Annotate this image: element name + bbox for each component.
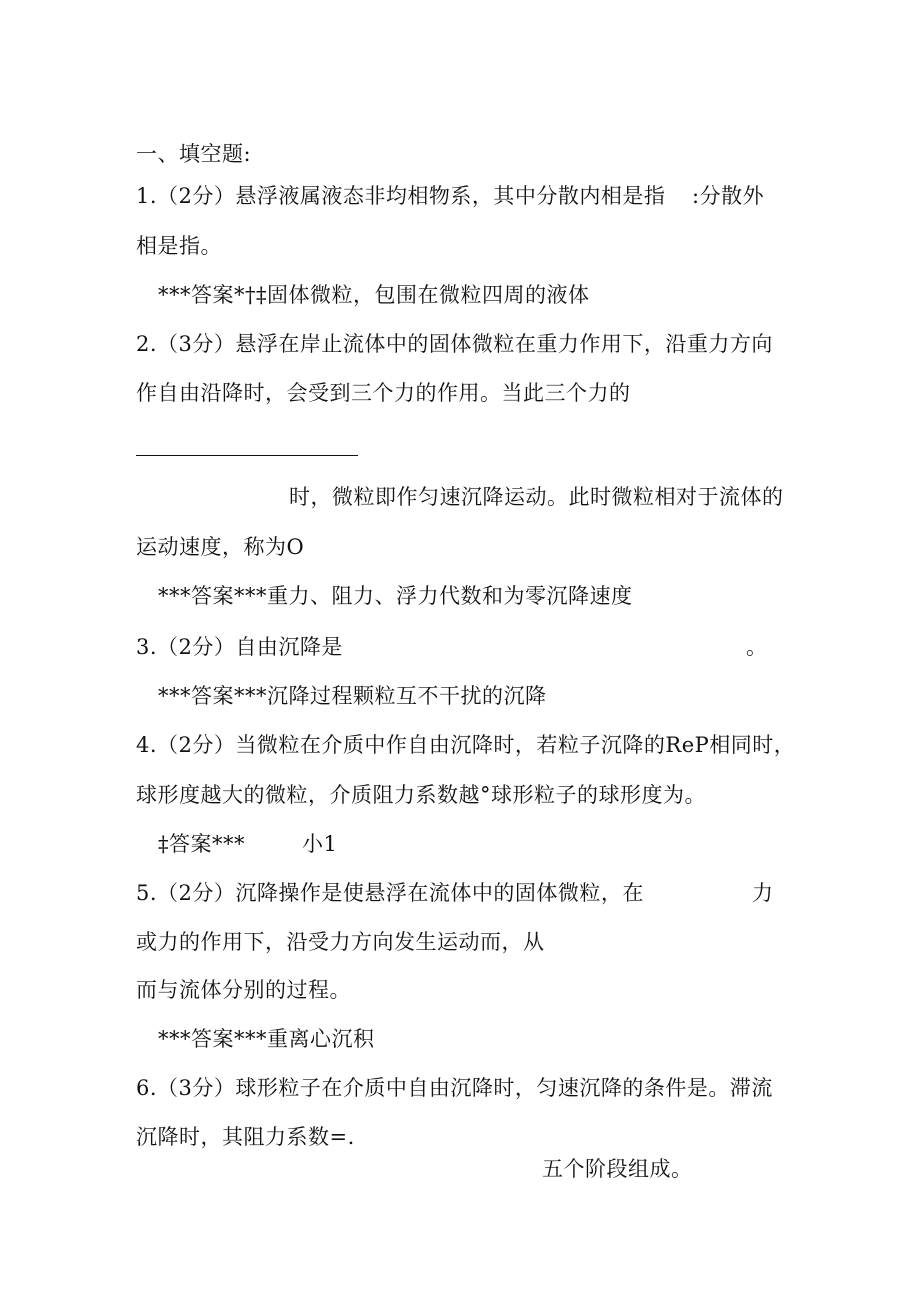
q1-line2-text: 相是指。 bbox=[136, 234, 222, 258]
q1-answer: ***答案*†‡固体微粒，包围在微粒四周的液体 bbox=[158, 283, 590, 307]
q6-line1-text: 6.（3分）球形粒子在介质中自由沉降时，匀速沉降的条件是。滞流 bbox=[136, 1076, 773, 1100]
q5-line2-text: 或力的作用下，沿受力方向发生运动而，从 bbox=[136, 930, 545, 954]
q3-answer: ***答案***沉降过程颗粒互不干扰的沉降 bbox=[158, 684, 547, 708]
q4-line1-text: 4.（2分）当微粒在介质中作自由沉降时，若粒子沉降的ReP相同时， bbox=[136, 733, 796, 757]
q5-line1-tail: 力 bbox=[752, 881, 774, 905]
q3-end-mark: 。 bbox=[746, 635, 768, 659]
q2-answer: ***答案***重力、阻力、浮力代数和为零沉降速度 bbox=[158, 584, 633, 608]
section-title: 一、填空题: bbox=[136, 142, 252, 166]
q1-line1-tail: :分散外 bbox=[692, 184, 765, 208]
q2-line3-text: 时，微粒即作匀速沉降运动。此时微粒相对于流体的 bbox=[289, 485, 784, 509]
q5-line3-text: 而与流体分别的过程。 bbox=[136, 978, 351, 1002]
q4-line2-text: 球形度越大的微粒，介质阻力系数越°球形粒子的球形度为。 bbox=[136, 783, 706, 807]
q6-line2-text: 沉降时，其阻力系数=. bbox=[136, 1125, 355, 1149]
q5-line1-text: 5.（2分）沉降操作是使悬浮在流体中的固体微粒，在 bbox=[136, 881, 644, 905]
q4-answer-value: 小1 bbox=[302, 832, 338, 856]
q5-answer: ***答案***重离心沉积 bbox=[158, 1027, 375, 1051]
q2-line2-text: 作自由沿降时，会受到三个力的作用。当此三个力的 bbox=[136, 381, 631, 405]
q4-answer-label: ‡答案*** bbox=[158, 832, 245, 856]
q6-line3-text: 五个阶段组成。 bbox=[542, 1157, 693, 1181]
q2-line4-text: 运动速度，称为O bbox=[136, 535, 305, 559]
q2-line1-text: 2.（3分）悬浮在岸止流体中的固体微粒在重力作用下，沿重力方向 bbox=[136, 332, 773, 356]
q3-line1-text: 3.（2分）自由沉降是 bbox=[136, 635, 343, 659]
q1-line1-text: 1.（2分）悬浮液属液态非均相物系，其中分散内相是指 bbox=[136, 184, 666, 208]
q2-blank-underline bbox=[136, 455, 358, 456]
